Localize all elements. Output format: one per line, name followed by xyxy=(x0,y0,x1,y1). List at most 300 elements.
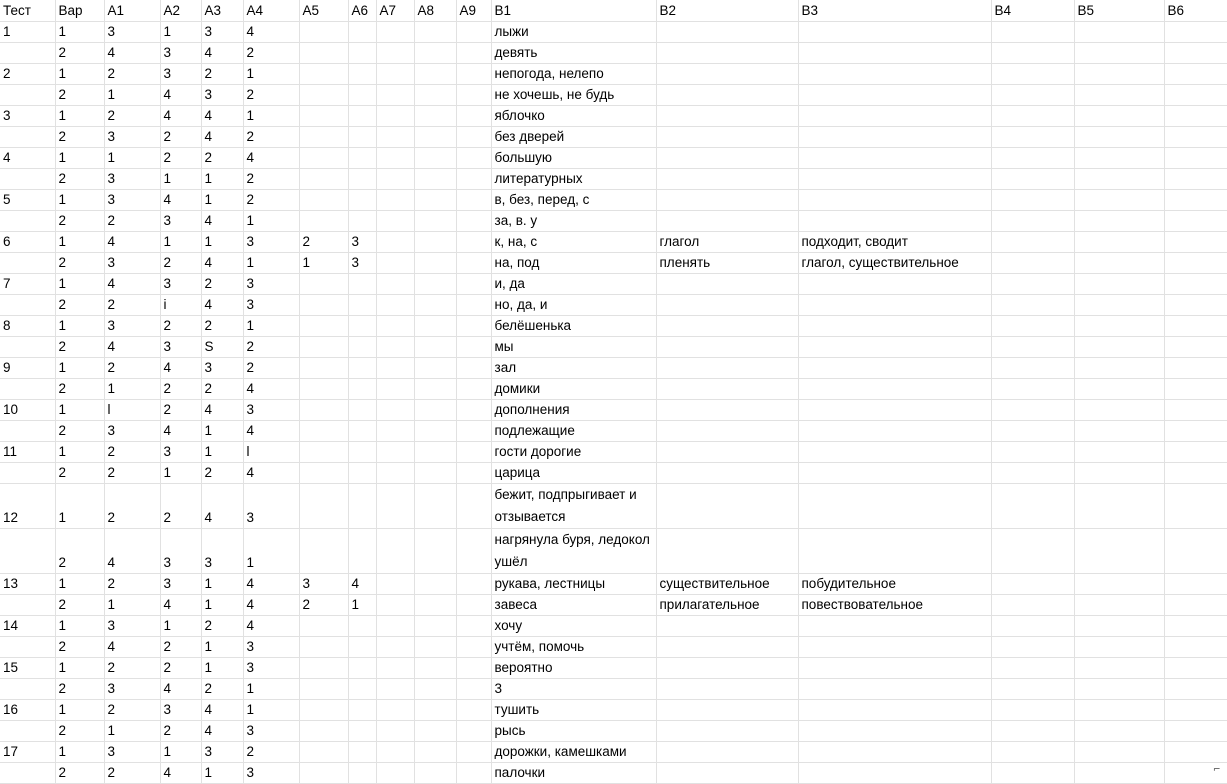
cell-a1-28[interactable]: 4 xyxy=(104,637,160,658)
cell-a7-1[interactable] xyxy=(376,22,414,43)
cell-a3-21[interactable]: 1 xyxy=(201,442,243,463)
cell-a6-20[interactable] xyxy=(348,421,376,442)
cell-b1-32[interactable]: рысь xyxy=(491,721,656,742)
cell-a9-4[interactable] xyxy=(456,85,491,106)
cell-b5-4[interactable] xyxy=(1074,85,1164,106)
cell-b6-33[interactable] xyxy=(1164,742,1227,763)
cell-b5-17[interactable] xyxy=(1074,358,1164,379)
cell-a1-31[interactable]: 2 xyxy=(104,700,160,721)
cell-a5-32[interactable] xyxy=(299,721,348,742)
cell-a5-4[interactable] xyxy=(299,85,348,106)
cell-col-3[interactable]: 2 xyxy=(0,64,55,85)
cell-b4-4[interactable] xyxy=(991,85,1074,106)
cell-a9-34[interactable] xyxy=(456,763,491,784)
cell-a3-17[interactable]: 3 xyxy=(201,358,243,379)
cell-a7-22[interactable] xyxy=(376,463,414,484)
cell-a7-4[interactable] xyxy=(376,85,414,106)
cell-a3-28[interactable]: 1 xyxy=(201,637,243,658)
cell-a7-28[interactable] xyxy=(376,637,414,658)
cell-b2-27[interactable] xyxy=(656,616,798,637)
cell-col-14[interactable] xyxy=(0,295,55,316)
cell-a6-8[interactable] xyxy=(348,169,376,190)
cell-a3-26[interactable]: 1 xyxy=(201,595,243,616)
cell-b6-6[interactable] xyxy=(1164,127,1227,148)
cell-a6-5[interactable] xyxy=(348,106,376,127)
cell-a3-10[interactable]: 4 xyxy=(201,211,243,232)
cell-a6-1[interactable] xyxy=(348,22,376,43)
cell-col-28[interactable] xyxy=(0,637,55,658)
cell-a9-12[interactable] xyxy=(456,253,491,274)
cell-a9-32[interactable] xyxy=(456,721,491,742)
cell-b6-14[interactable] xyxy=(1164,295,1227,316)
cell-b4-9[interactable] xyxy=(991,190,1074,211)
cell-col-22[interactable]: 2 xyxy=(55,463,104,484)
cell-b2-15[interactable] xyxy=(656,316,798,337)
cell-a1-27[interactable]: 3 xyxy=(104,616,160,637)
cell-b1-11[interactable]: к, на, с xyxy=(491,232,656,253)
cell-col-15[interactable]: 1 xyxy=(55,316,104,337)
cell-b6-17[interactable] xyxy=(1164,358,1227,379)
cell-col-33[interactable]: 1 xyxy=(55,742,104,763)
column-header-11[interactable]: A9 xyxy=(456,0,491,22)
cell-b4-27[interactable] xyxy=(991,616,1074,637)
cell-a3-22[interactable]: 2 xyxy=(201,463,243,484)
cell-b2-29[interactable] xyxy=(656,658,798,679)
cell-b1-10[interactable]: за, в. у xyxy=(491,211,656,232)
cell-col-26[interactable] xyxy=(0,595,55,616)
cell-a5-17[interactable] xyxy=(299,358,348,379)
cell-a8-18[interactable] xyxy=(414,379,456,400)
cell-a7-19[interactable] xyxy=(376,400,414,421)
cell-a3-24[interactable]: 3 xyxy=(201,529,243,574)
cell-col-8[interactable] xyxy=(0,169,55,190)
cell-a9-14[interactable] xyxy=(456,295,491,316)
cell-a9-25[interactable] xyxy=(456,574,491,595)
cell-b5-29[interactable] xyxy=(1074,658,1164,679)
cell-a2-29[interactable]: 2 xyxy=(160,658,201,679)
cell-a3-32[interactable]: 4 xyxy=(201,721,243,742)
cell-a7-34[interactable] xyxy=(376,763,414,784)
cell-b5-15[interactable] xyxy=(1074,316,1164,337)
cell-b5-32[interactable] xyxy=(1074,721,1164,742)
cell-b2-28[interactable] xyxy=(656,637,798,658)
cell-a9-20[interactable] xyxy=(456,421,491,442)
cell-b2-7[interactable] xyxy=(656,148,798,169)
cell-b4-20[interactable] xyxy=(991,421,1074,442)
cell-b6-21[interactable] xyxy=(1164,442,1227,463)
cell-b1-18[interactable]: домики xyxy=(491,379,656,400)
cell-a4-34[interactable]: 3 xyxy=(243,763,299,784)
cell-a6-31[interactable] xyxy=(348,700,376,721)
cell-a7-10[interactable] xyxy=(376,211,414,232)
cell-b1-26[interactable]: завеса xyxy=(491,595,656,616)
cell-b6-30[interactable] xyxy=(1164,679,1227,700)
cell-b6-9[interactable] xyxy=(1164,190,1227,211)
cell-col-6[interactable] xyxy=(0,127,55,148)
cell-a5-5[interactable] xyxy=(299,106,348,127)
column-header-14[interactable]: B2 xyxy=(656,0,798,22)
cell-a4-16[interactable]: 2 xyxy=(243,337,299,358)
cell-a3-25[interactable]: 1 xyxy=(201,574,243,595)
cell-col-1[interactable]: 1 xyxy=(55,22,104,43)
cell-a8-31[interactable] xyxy=(414,700,456,721)
cell-b5-23[interactable] xyxy=(1074,484,1164,529)
cell-a3-13[interactable]: 2 xyxy=(201,274,243,295)
cell-col-32[interactable] xyxy=(0,721,55,742)
cell-a7-23[interactable] xyxy=(376,484,414,529)
cell-a5-28[interactable] xyxy=(299,637,348,658)
cell-a1-3[interactable]: 2 xyxy=(104,64,160,85)
cell-col-13[interactable]: 7 xyxy=(0,274,55,295)
column-header-1[interactable]: Тест xyxy=(0,0,55,22)
cell-a9-26[interactable] xyxy=(456,595,491,616)
cell-a2-23[interactable]: 2 xyxy=(160,484,201,529)
cell-a2-34[interactable]: 4 xyxy=(160,763,201,784)
cell-col-30[interactable]: 2 xyxy=(55,679,104,700)
cell-a7-24[interactable] xyxy=(376,529,414,574)
cell-col-21[interactable]: 1 xyxy=(55,442,104,463)
cell-a3-20[interactable]: 1 xyxy=(201,421,243,442)
cell-a1-15[interactable]: 3 xyxy=(104,316,160,337)
cell-col-26[interactable]: 2 xyxy=(55,595,104,616)
cell-a9-24[interactable] xyxy=(456,529,491,574)
cell-a7-12[interactable] xyxy=(376,253,414,274)
cell-b5-8[interactable] xyxy=(1074,169,1164,190)
cell-b5-10[interactable] xyxy=(1074,211,1164,232)
cell-col-16[interactable]: 2 xyxy=(55,337,104,358)
cell-b2-31[interactable] xyxy=(656,700,798,721)
cell-b2-13[interactable] xyxy=(656,274,798,295)
cell-b2-32[interactable] xyxy=(656,721,798,742)
cell-b4-28[interactable] xyxy=(991,637,1074,658)
cell-a5-25[interactable]: 3 xyxy=(299,574,348,595)
cell-a6-13[interactable] xyxy=(348,274,376,295)
cell-a7-30[interactable] xyxy=(376,679,414,700)
cell-a2-20[interactable]: 4 xyxy=(160,421,201,442)
cell-a8-9[interactable] xyxy=(414,190,456,211)
cell-b2-19[interactable] xyxy=(656,400,798,421)
cell-b3-29[interactable] xyxy=(798,658,991,679)
cell-b2-18[interactable] xyxy=(656,379,798,400)
cell-a6-11[interactable]: 3 xyxy=(348,232,376,253)
cell-b5-5[interactable] xyxy=(1074,106,1164,127)
cell-col-23[interactable]: 12 xyxy=(0,484,55,529)
cell-b2-34[interactable] xyxy=(656,763,798,784)
cell-a9-27[interactable] xyxy=(456,616,491,637)
cell-a7-9[interactable] xyxy=(376,190,414,211)
cell-b6-2[interactable] xyxy=(1164,43,1227,64)
cell-b5-24[interactable] xyxy=(1074,529,1164,574)
cell-b6-15[interactable] xyxy=(1164,316,1227,337)
cell-a7-32[interactable] xyxy=(376,721,414,742)
cell-col-4[interactable] xyxy=(0,85,55,106)
cell-b3-16[interactable] xyxy=(798,337,991,358)
cell-col-5[interactable]: 3 xyxy=(0,106,55,127)
cell-b1-34[interactable]: палочки xyxy=(491,763,656,784)
cell-a4-12[interactable]: 1 xyxy=(243,253,299,274)
cell-a6-29[interactable] xyxy=(348,658,376,679)
cell-a4-13[interactable]: 3 xyxy=(243,274,299,295)
cell-a2-21[interactable]: 3 xyxy=(160,442,201,463)
cell-col-34[interactable]: 2 xyxy=(55,763,104,784)
cell-b5-33[interactable] xyxy=(1074,742,1164,763)
cell-b3-5[interactable] xyxy=(798,106,991,127)
cell-b4-7[interactable] xyxy=(991,148,1074,169)
cell-a5-6[interactable] xyxy=(299,127,348,148)
cell-a9-6[interactable] xyxy=(456,127,491,148)
cell-a4-4[interactable]: 2 xyxy=(243,85,299,106)
cell-a8-30[interactable] xyxy=(414,679,456,700)
cell-a1-10[interactable]: 2 xyxy=(104,211,160,232)
cell-a7-29[interactable] xyxy=(376,658,414,679)
cell-a6-19[interactable] xyxy=(348,400,376,421)
cell-col-10[interactable] xyxy=(0,211,55,232)
cell-b4-34[interactable] xyxy=(991,763,1074,784)
cell-a2-24[interactable]: 3 xyxy=(160,529,201,574)
cell-a9-10[interactable] xyxy=(456,211,491,232)
cell-col-25[interactable]: 13 xyxy=(0,574,55,595)
cell-a6-12[interactable]: 3 xyxy=(348,253,376,274)
cell-col-17[interactable]: 1 xyxy=(55,358,104,379)
cell-b6-13[interactable] xyxy=(1164,274,1227,295)
cell-a5-33[interactable] xyxy=(299,742,348,763)
cell-b6-1[interactable] xyxy=(1164,22,1227,43)
cell-b4-13[interactable] xyxy=(991,274,1074,295)
cell-a6-28[interactable] xyxy=(348,637,376,658)
cell-b6-29[interactable] xyxy=(1164,658,1227,679)
cell-a7-6[interactable] xyxy=(376,127,414,148)
column-header-15[interactable]: B3 xyxy=(798,0,991,22)
cell-a9-17[interactable] xyxy=(456,358,491,379)
cell-col-17[interactable]: 9 xyxy=(0,358,55,379)
cell-b3-15[interactable] xyxy=(798,316,991,337)
cell-a6-6[interactable] xyxy=(348,127,376,148)
cell-b2-11[interactable]: глагол xyxy=(656,232,798,253)
cell-a3-1[interactable]: 3 xyxy=(201,22,243,43)
cell-a4-7[interactable]: 4 xyxy=(243,148,299,169)
cell-a8-14[interactable] xyxy=(414,295,456,316)
cell-a1-16[interactable]: 4 xyxy=(104,337,160,358)
cell-b1-25[interactable]: рукава, лестницы xyxy=(491,574,656,595)
cell-col-29[interactable]: 15 xyxy=(0,658,55,679)
cell-a6-15[interactable] xyxy=(348,316,376,337)
cell-a3-9[interactable]: 1 xyxy=(201,190,243,211)
cell-a9-5[interactable] xyxy=(456,106,491,127)
cell-b2-9[interactable] xyxy=(656,190,798,211)
cell-b4-24[interactable] xyxy=(991,529,1074,574)
cell-col-12[interactable] xyxy=(0,253,55,274)
cell-b3-14[interactable] xyxy=(798,295,991,316)
cell-col-8[interactable]: 2 xyxy=(55,169,104,190)
cell-col-16[interactable] xyxy=(0,337,55,358)
cell-b4-15[interactable] xyxy=(991,316,1074,337)
cell-col-20[interactable]: 2 xyxy=(55,421,104,442)
cell-b4-5[interactable] xyxy=(991,106,1074,127)
cell-b2-22[interactable] xyxy=(656,463,798,484)
cell-a2-2[interactable]: 3 xyxy=(160,43,201,64)
cell-a2-9[interactable]: 4 xyxy=(160,190,201,211)
cell-a1-18[interactable]: 1 xyxy=(104,379,160,400)
cell-col-19[interactable]: 10 xyxy=(0,400,55,421)
cell-a9-31[interactable] xyxy=(456,700,491,721)
cell-a7-27[interactable] xyxy=(376,616,414,637)
cell-b5-9[interactable] xyxy=(1074,190,1164,211)
cell-a7-14[interactable] xyxy=(376,295,414,316)
cell-a6-2[interactable] xyxy=(348,43,376,64)
cell-b5-2[interactable] xyxy=(1074,43,1164,64)
cell-a6-27[interactable] xyxy=(348,616,376,637)
cell-a2-1[interactable]: 1 xyxy=(160,22,201,43)
cell-a8-1[interactable] xyxy=(414,22,456,43)
cell-b2-30[interactable] xyxy=(656,679,798,700)
cell-a8-15[interactable] xyxy=(414,316,456,337)
column-header-6[interactable]: A4 xyxy=(243,0,299,22)
cell-a5-2[interactable] xyxy=(299,43,348,64)
cell-a7-26[interactable] xyxy=(376,595,414,616)
cell-a1-24[interactable]: 4 xyxy=(104,529,160,574)
cell-a4-1[interactable]: 4 xyxy=(243,22,299,43)
cell-b3-25[interactable]: побудительное xyxy=(798,574,991,595)
cell-b1-21[interactable]: гости дорогие xyxy=(491,442,656,463)
cell-a5-20[interactable] xyxy=(299,421,348,442)
cell-b1-1[interactable]: лыжи xyxy=(491,22,656,43)
cell-a4-11[interactable]: 3 xyxy=(243,232,299,253)
cell-a1-26[interactable]: 1 xyxy=(104,595,160,616)
cell-a1-32[interactable]: 1 xyxy=(104,721,160,742)
cell-b6-18[interactable] xyxy=(1164,379,1227,400)
cell-a3-7[interactable]: 2 xyxy=(201,148,243,169)
cell-a9-2[interactable] xyxy=(456,43,491,64)
cell-a2-19[interactable]: 2 xyxy=(160,400,201,421)
cell-a4-21[interactable]: l xyxy=(243,442,299,463)
column-header-8[interactable]: A6 xyxy=(348,0,376,22)
cell-a8-19[interactable] xyxy=(414,400,456,421)
cell-a5-12[interactable]: 1 xyxy=(299,253,348,274)
cell-b3-27[interactable] xyxy=(798,616,991,637)
cell-a9-13[interactable] xyxy=(456,274,491,295)
cell-b2-25[interactable]: существительное xyxy=(656,574,798,595)
cell-a9-3[interactable] xyxy=(456,64,491,85)
cell-b5-13[interactable] xyxy=(1074,274,1164,295)
cell-a1-9[interactable]: 3 xyxy=(104,190,160,211)
cell-col-31[interactable]: 1 xyxy=(55,700,104,721)
cell-col-33[interactable]: 17 xyxy=(0,742,55,763)
cell-a5-13[interactable] xyxy=(299,274,348,295)
cell-a9-15[interactable] xyxy=(456,316,491,337)
cell-col-27[interactable]: 1 xyxy=(55,616,104,637)
cell-a5-29[interactable] xyxy=(299,658,348,679)
cell-a2-4[interactable]: 4 xyxy=(160,85,201,106)
cell-b3-10[interactable] xyxy=(798,211,991,232)
cell-b2-23[interactable] xyxy=(656,484,798,529)
cell-a3-34[interactable]: 1 xyxy=(201,763,243,784)
cell-a4-9[interactable]: 2 xyxy=(243,190,299,211)
cell-a3-18[interactable]: 2 xyxy=(201,379,243,400)
cell-a9-30[interactable] xyxy=(456,679,491,700)
cell-a8-24[interactable] xyxy=(414,529,456,574)
resize-grip-icon[interactable]: ⌐ xyxy=(1213,765,1221,775)
cell-b6-11[interactable] xyxy=(1164,232,1227,253)
cell-a4-30[interactable]: 1 xyxy=(243,679,299,700)
cell-b3-32[interactable] xyxy=(798,721,991,742)
cell-a1-30[interactable]: 3 xyxy=(104,679,160,700)
cell-a7-2[interactable] xyxy=(376,43,414,64)
cell-a1-25[interactable]: 2 xyxy=(104,574,160,595)
cell-b3-8[interactable] xyxy=(798,169,991,190)
cell-b1-28[interactable]: учтём, помочь xyxy=(491,637,656,658)
cell-b4-8[interactable] xyxy=(991,169,1074,190)
cell-a2-27[interactable]: 1 xyxy=(160,616,201,637)
cell-a9-29[interactable] xyxy=(456,658,491,679)
cell-b1-2[interactable]: девять xyxy=(491,43,656,64)
cell-b1-27[interactable]: хочу xyxy=(491,616,656,637)
cell-col-5[interactable]: 1 xyxy=(55,106,104,127)
cell-b4-29[interactable] xyxy=(991,658,1074,679)
cell-col-28[interactable]: 2 xyxy=(55,637,104,658)
cell-a1-7[interactable]: 1 xyxy=(104,148,160,169)
cell-a3-16[interactable]: S xyxy=(201,337,243,358)
cell-b3-22[interactable] xyxy=(798,463,991,484)
cell-a5-34[interactable] xyxy=(299,763,348,784)
cell-a7-3[interactable] xyxy=(376,64,414,85)
cell-b4-19[interactable] xyxy=(991,400,1074,421)
cell-a4-32[interactable]: 3 xyxy=(243,721,299,742)
cell-b2-5[interactable] xyxy=(656,106,798,127)
cell-a4-6[interactable]: 2 xyxy=(243,127,299,148)
cell-b1-17[interactable]: зал xyxy=(491,358,656,379)
cell-a7-33[interactable] xyxy=(376,742,414,763)
cell-b2-1[interactable] xyxy=(656,22,798,43)
cell-b1-8[interactable]: литературных xyxy=(491,169,656,190)
cell-b5-6[interactable] xyxy=(1074,127,1164,148)
cell-col-7[interactable]: 1 xyxy=(55,148,104,169)
cell-b4-14[interactable] xyxy=(991,295,1074,316)
cell-a6-34[interactable] xyxy=(348,763,376,784)
cell-b3-9[interactable] xyxy=(798,190,991,211)
cell-b3-23[interactable] xyxy=(798,484,991,529)
cell-a2-16[interactable]: 3 xyxy=(160,337,201,358)
cell-a1-33[interactable]: 3 xyxy=(104,742,160,763)
cell-a8-23[interactable] xyxy=(414,484,456,529)
cell-a6-7[interactable] xyxy=(348,148,376,169)
cell-b2-14[interactable] xyxy=(656,295,798,316)
cell-col-22[interactable] xyxy=(0,463,55,484)
cell-a1-17[interactable]: 2 xyxy=(104,358,160,379)
cell-b4-2[interactable] xyxy=(991,43,1074,64)
cell-b3-13[interactable] xyxy=(798,274,991,295)
cell-col-21[interactable]: 11 xyxy=(0,442,55,463)
cell-b3-3[interactable] xyxy=(798,64,991,85)
cell-b1-19[interactable]: дополнения xyxy=(491,400,656,421)
cell-b3-6[interactable] xyxy=(798,127,991,148)
cell-col-20[interactable] xyxy=(0,421,55,442)
cell-b3-2[interactable] xyxy=(798,43,991,64)
cell-a6-4[interactable] xyxy=(348,85,376,106)
cell-a2-14[interactable]: i xyxy=(160,295,201,316)
cell-a5-26[interactable]: 2 xyxy=(299,595,348,616)
cell-a7-15[interactable] xyxy=(376,316,414,337)
cell-a9-7[interactable] xyxy=(456,148,491,169)
cell-a8-26[interactable] xyxy=(414,595,456,616)
cell-col-18[interactable]: 2 xyxy=(55,379,104,400)
cell-b3-18[interactable] xyxy=(798,379,991,400)
cell-b1-5[interactable]: яблочко xyxy=(491,106,656,127)
cell-b3-21[interactable] xyxy=(798,442,991,463)
cell-b4-17[interactable] xyxy=(991,358,1074,379)
column-header-3[interactable]: A1 xyxy=(104,0,160,22)
cell-a4-18[interactable]: 4 xyxy=(243,379,299,400)
cell-a5-16[interactable] xyxy=(299,337,348,358)
